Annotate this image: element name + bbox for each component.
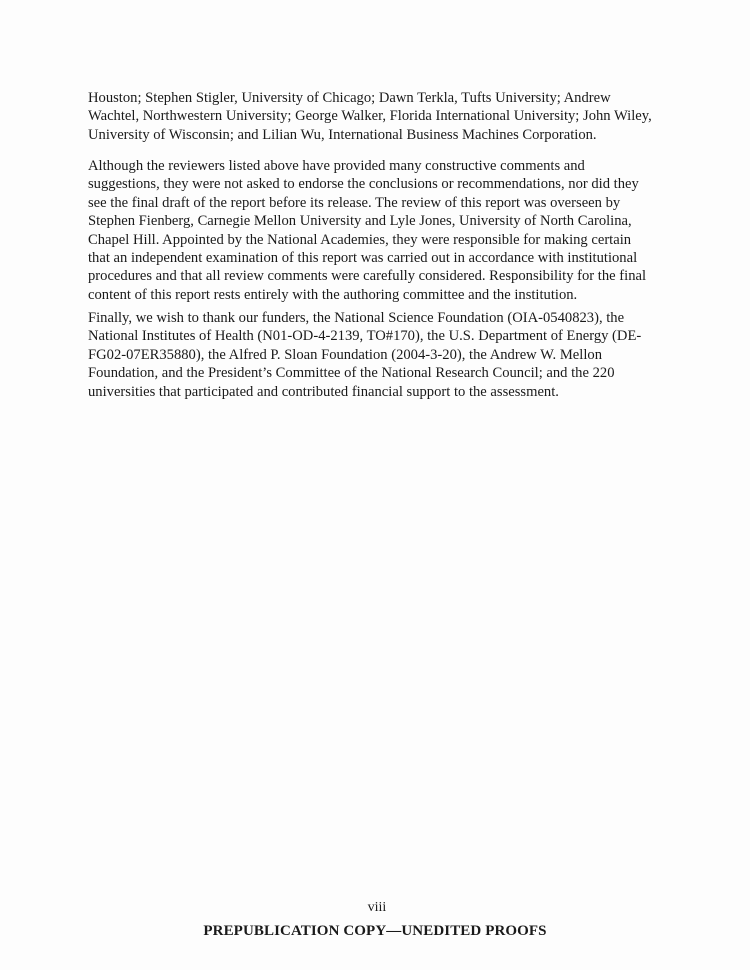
text-line: Houston; Stephen Stigler, University of Chicago; Dawn Terkla, Tufts University; Andrew <box>88 90 611 106</box>
text-line: universities that participated and contributed financial support to the assessment. <box>88 383 559 400</box>
text-line: FG02-07ER35880), the Alfred P. Sloan Foundation (2004-3-20), the Andrew W. Mellon <box>88 346 602 363</box>
text-line: content of this report rests entirely with the authoring committee and the institution. <box>88 286 578 303</box>
text-line: Stephen Fienberg, Carnegie Mellon University and Lyle Jones, University of North Carolina, <box>88 213 632 230</box>
text-line: see the final draft of the report before its release. The review of this report was overseen by <box>88 194 621 211</box>
text-line: Foundation, and the President’s Committee of the National Research Council; and the 220 <box>88 365 615 382</box>
paragraph-reviewers-continued <box>88 89 652 144</box>
text-line: Wachtel, Northwestern University; George Walker, Florida International University; John Wiley, <box>88 108 652 125</box>
paragraph-funders <box>88 309 641 401</box>
page-number: viii <box>367 900 387 915</box>
text-line: National Institutes of Health (N01-OD-4-2139, TO#170), the U.S. Department of Energy (DE- <box>88 328 642 345</box>
prepublication-footer: PREPUBLICATION COPY—UNEDITED PROOFS <box>203 923 547 939</box>
text-line: Finally, we wish to thank our funders, the National Science Foundation (OIA-0540823), the <box>88 310 625 326</box>
text-line: that an independent examination of this report was carried out in accordance with institutional <box>88 250 638 267</box>
text-line: Although the reviewers listed above have provided many constructive comments and <box>88 158 585 174</box>
text-line: suggestions, they were not asked to endorse the conclusions or recommendations, nor did they <box>88 176 639 193</box>
text-line: Chapel Hill. Appointed by the National Academies, they were responsible for making certain <box>88 231 632 248</box>
text-line: University of Wisconsin; and Lilian Wu, International Business Machines Corporation. <box>88 126 597 143</box>
paragraph-review-oversight <box>88 157 646 304</box>
text-line: procedures and that all review comments were carefully considered. Responsibility for the final <box>88 268 647 285</box>
